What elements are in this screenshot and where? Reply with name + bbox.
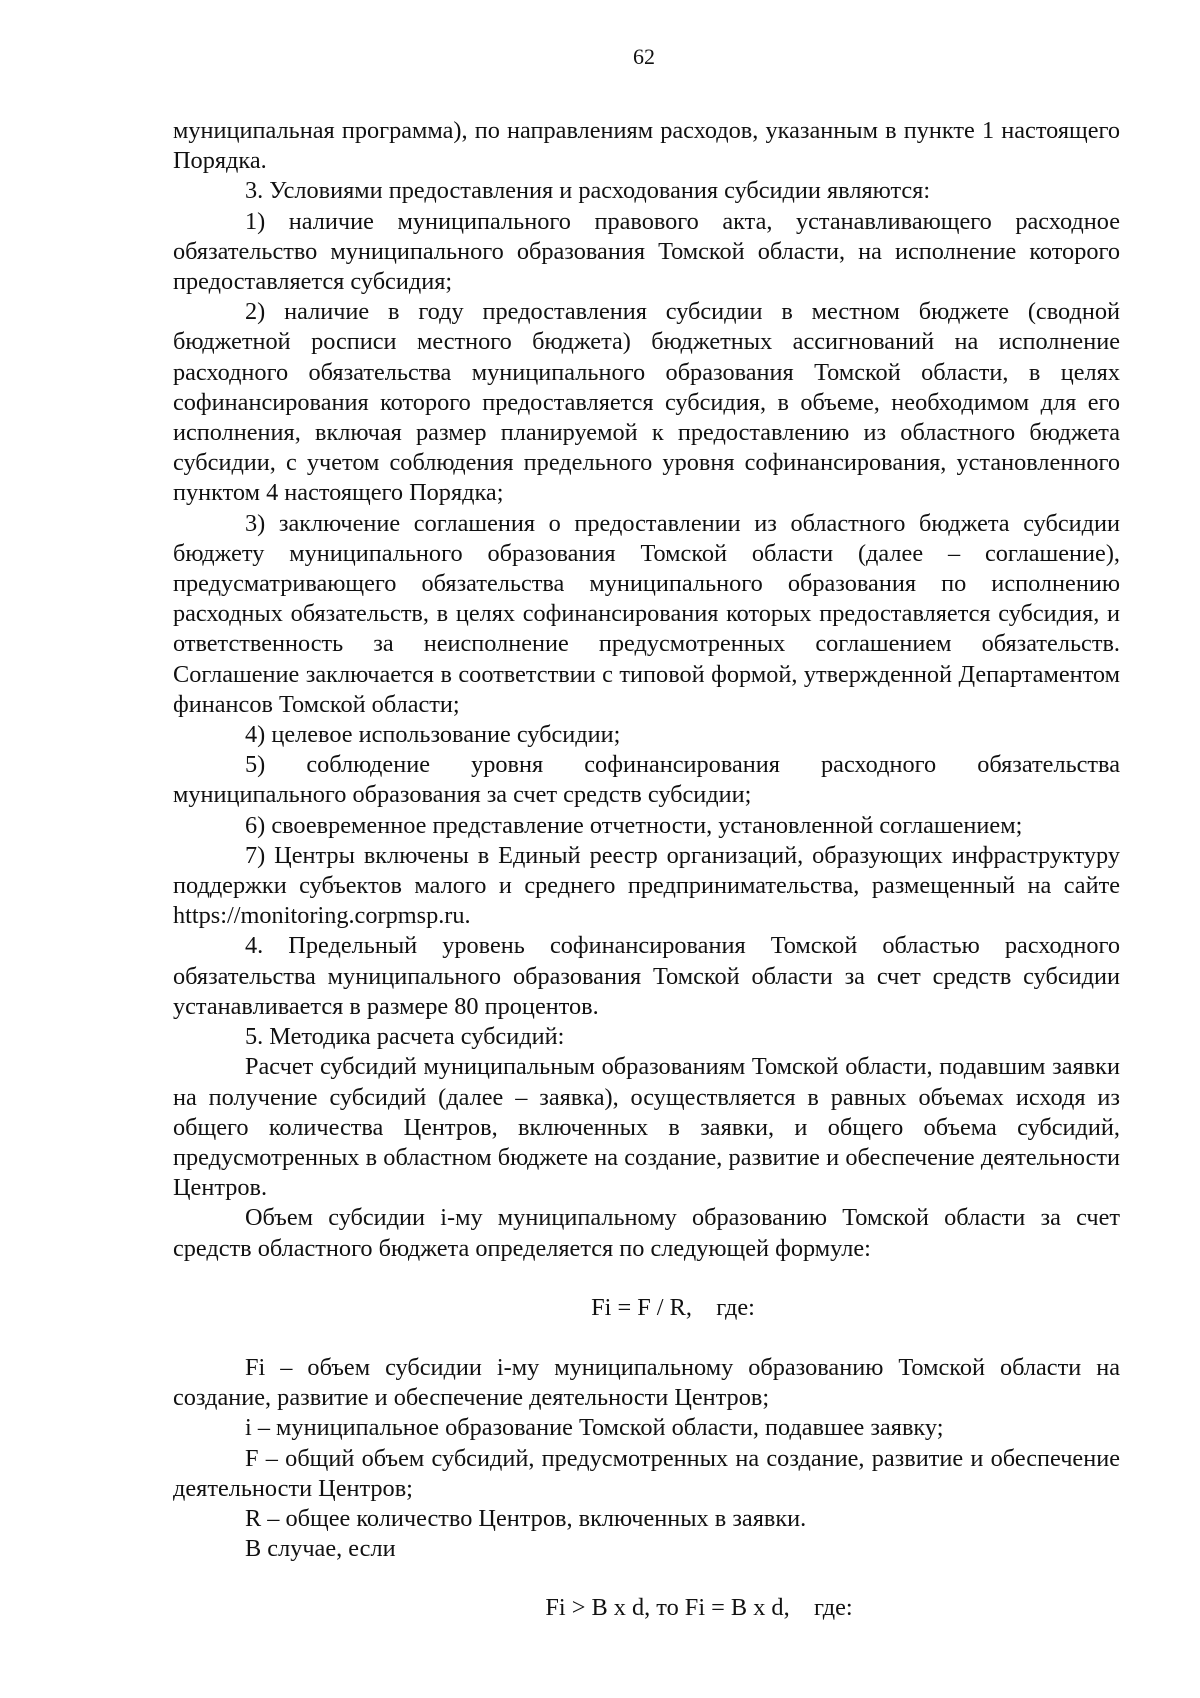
condition-item-3: 3) заключение соглашения о предоставлении из областного бюджета субсидии бюджету муниципального образования Томской области (далее – соглашение), предусматривающего обязательства муниципального образования по исполнению расходных обязательств, в целях софинансирования которых предоставляется субсидия, и ответственность за неисполнение предусмотренных соглашением обязательств. Соглашение заключается в соответствии с типовой формой, утвержденной Департаментом финансов Томской области; bbox=[173, 509, 1120, 718]
paragraph-continuation: муниципальная программа), по направлениям расходов, указанным в пункте 1 настоящего Порядка. bbox=[173, 117, 1120, 175]
paragraph-case-if: В случае, если bbox=[245, 1535, 396, 1563]
formula-limit-condition: Fi > B x d, то Fi = B x d, где: bbox=[545, 1594, 853, 1622]
definition-r: R – общее количество Центров, включенных в заявки. bbox=[245, 1504, 807, 1532]
definition-fi: Fi – объем субсидии i-му муниципальному образованию Томской области на создание, развитие и обеспечение деятельности Центров; bbox=[173, 1353, 1120, 1412]
condition-item-7: 7) Центры включены в Единый реестр организаций, образующих инфраструктуру поддержки субъектов малого и среднего предпринимательства, размещенный на сайте https://monitoring.corpmsp.ru. bbox=[173, 841, 1120, 930]
document-body bbox=[173, 116, 1120, 1624]
formula-subsidy-volume: Fi = F / R, где: bbox=[591, 1293, 755, 1321]
condition-item-6: 6) своевременное представление отчетности, установленной соглашением; bbox=[245, 811, 1023, 839]
condition-item-4: 4) целевое использование субсидии; bbox=[245, 721, 621, 749]
definition-i: i – муниципальное образование Томской области, подавшее заявку; bbox=[245, 1414, 944, 1442]
page-number: 62 bbox=[633, 44, 655, 69]
condition-item-1: 1) наличие муниципального правового акта, устанавливающего расходное обязательство муниципального образования Томской области, на исполнение которого предоставляется субсидия; bbox=[173, 207, 1120, 296]
paragraph-formula-intro: Объем субсидии i-му муниципальному образованию Томской области за счет средств областного бюджета определяется по следующей формуле: bbox=[173, 1204, 1120, 1262]
paragraph-conditions-heading: 3. Условиями предоставления и расходования субсидии являются: bbox=[245, 177, 931, 205]
condition-item-5: 5) соблюдение уровня софинансирования расходного обязательства муниципального образования за счет средств субсидии; bbox=[173, 751, 1120, 809]
condition-item-2: 2) наличие в году предоставления субсидии в местном бюджете (сводной бюджетной росписи местного бюджета) бюджетных ассигнований на исполнение расходного обязательства муниципального образования Томской области, в целях софинансирования которого предоставляется субсидия, в объеме, необходимом для его исполнения, включая размер планируемой к предоставлению из областного бюджета субсидии, с учетом соблюдения предельного уровня софинансирования, установленного пунктом 4 настоящего Порядка; bbox=[173, 298, 1120, 507]
paragraph-method-description: Расчет субсидий муниципальным образованиям Томской области, подавшим заявки на получение субсидий (далее – заявка), осуществляется в равных объемах исходя из общего количества Центров, включенных в заявки, и общего объема субсидий, предусмотренных в областном бюджете на создание, развитие и обеспечение деятельности Центров. bbox=[173, 1053, 1120, 1202]
definition-f: F – общий объем субсидий, предусмотренных на создание, развитие и обеспечение деятельности Центров; bbox=[173, 1444, 1120, 1502]
paragraph-method-heading: 5. Методика расчета субсидий: bbox=[245, 1023, 565, 1051]
paragraph-cofinancing-level: 4. Предельный уровень софинансирования Томской областью расходного обязательства муниципального образования Томской области за счет средств субсидии устанавливается в размере 80 процентов. bbox=[173, 932, 1120, 1020]
